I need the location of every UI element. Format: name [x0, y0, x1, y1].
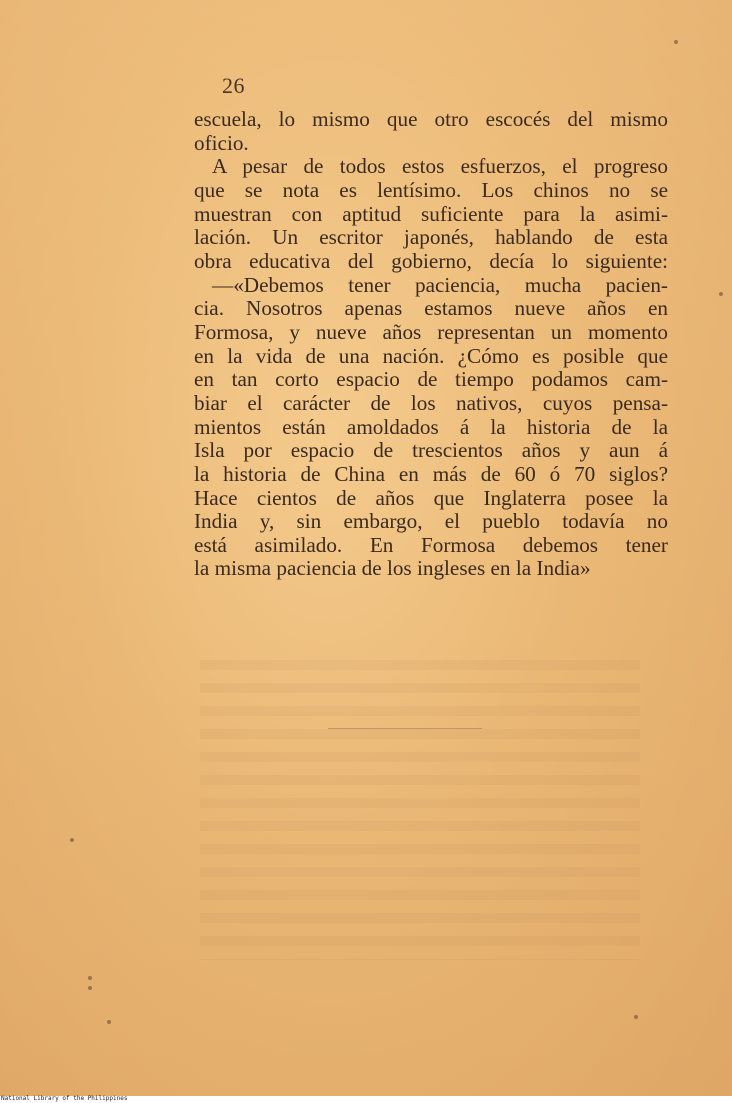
text-line: biar el carácter de los nativos, cuyos pensa-	[194, 390, 668, 415]
text-line: muestran con aptitud suficiente para la asimi-	[194, 201, 668, 226]
text-line: Hace cientos de años que Inglaterra posee la	[194, 485, 668, 510]
text-line: en la vida de una nación. ¿Cómo es posible que	[194, 343, 668, 368]
text-line: oficio.	[194, 130, 249, 155]
section-divider	[328, 728, 482, 729]
text-line: en tan corto espacio de tiempo podamos cam-	[194, 367, 668, 392]
text-line: está asimilado. En Formosa debemos tener	[194, 532, 668, 557]
text-line: India y, sin embargo, el pueblo todavía no	[194, 509, 668, 534]
paper-speck	[674, 40, 678, 44]
paper-speck	[719, 292, 723, 296]
text-line: escuela, lo mismo que otro escocés del mismo	[194, 107, 668, 131]
text-line: —«Debemos tener paciencia, mucha pacien-	[212, 272, 668, 297]
text-line: Isla por espacio de trescientos años y aun á	[194, 438, 668, 463]
paper-speck	[634, 1015, 638, 1019]
text-line: mientos están amoldados á la historia de la	[194, 414, 668, 439]
text-line: lación. Un escritor japonés, hablando de esta	[194, 225, 668, 250]
text-line: cia. Nosotros apenas estamos nueve años en	[194, 296, 668, 321]
text-line: A pesar de todos estos esfuerzos, el progreso	[212, 154, 668, 179]
text-line: Formosa, y nueve años representan un momento	[194, 319, 668, 344]
show-through-bleed	[200, 660, 640, 960]
paper-speck	[70, 838, 74, 842]
paper-speck	[88, 986, 92, 990]
page-number: 26	[222, 73, 245, 98]
text-line: la misma paciencia de los ingleses en la India»	[194, 556, 591, 581]
text-line: que se nota es lentísimo. Los chinos no se	[194, 177, 668, 202]
paper-speck	[107, 1020, 111, 1024]
footer-credit: National Library of the Philippines	[1, 1095, 128, 1102]
paper-speck	[88, 976, 92, 980]
text-line: obra educativa del gobierno, decía lo siguiente:	[194, 248, 668, 273]
text-line: la historia de China en más de 60 ó 70 siglos?	[194, 461, 668, 486]
body-text	[194, 108, 668, 581]
